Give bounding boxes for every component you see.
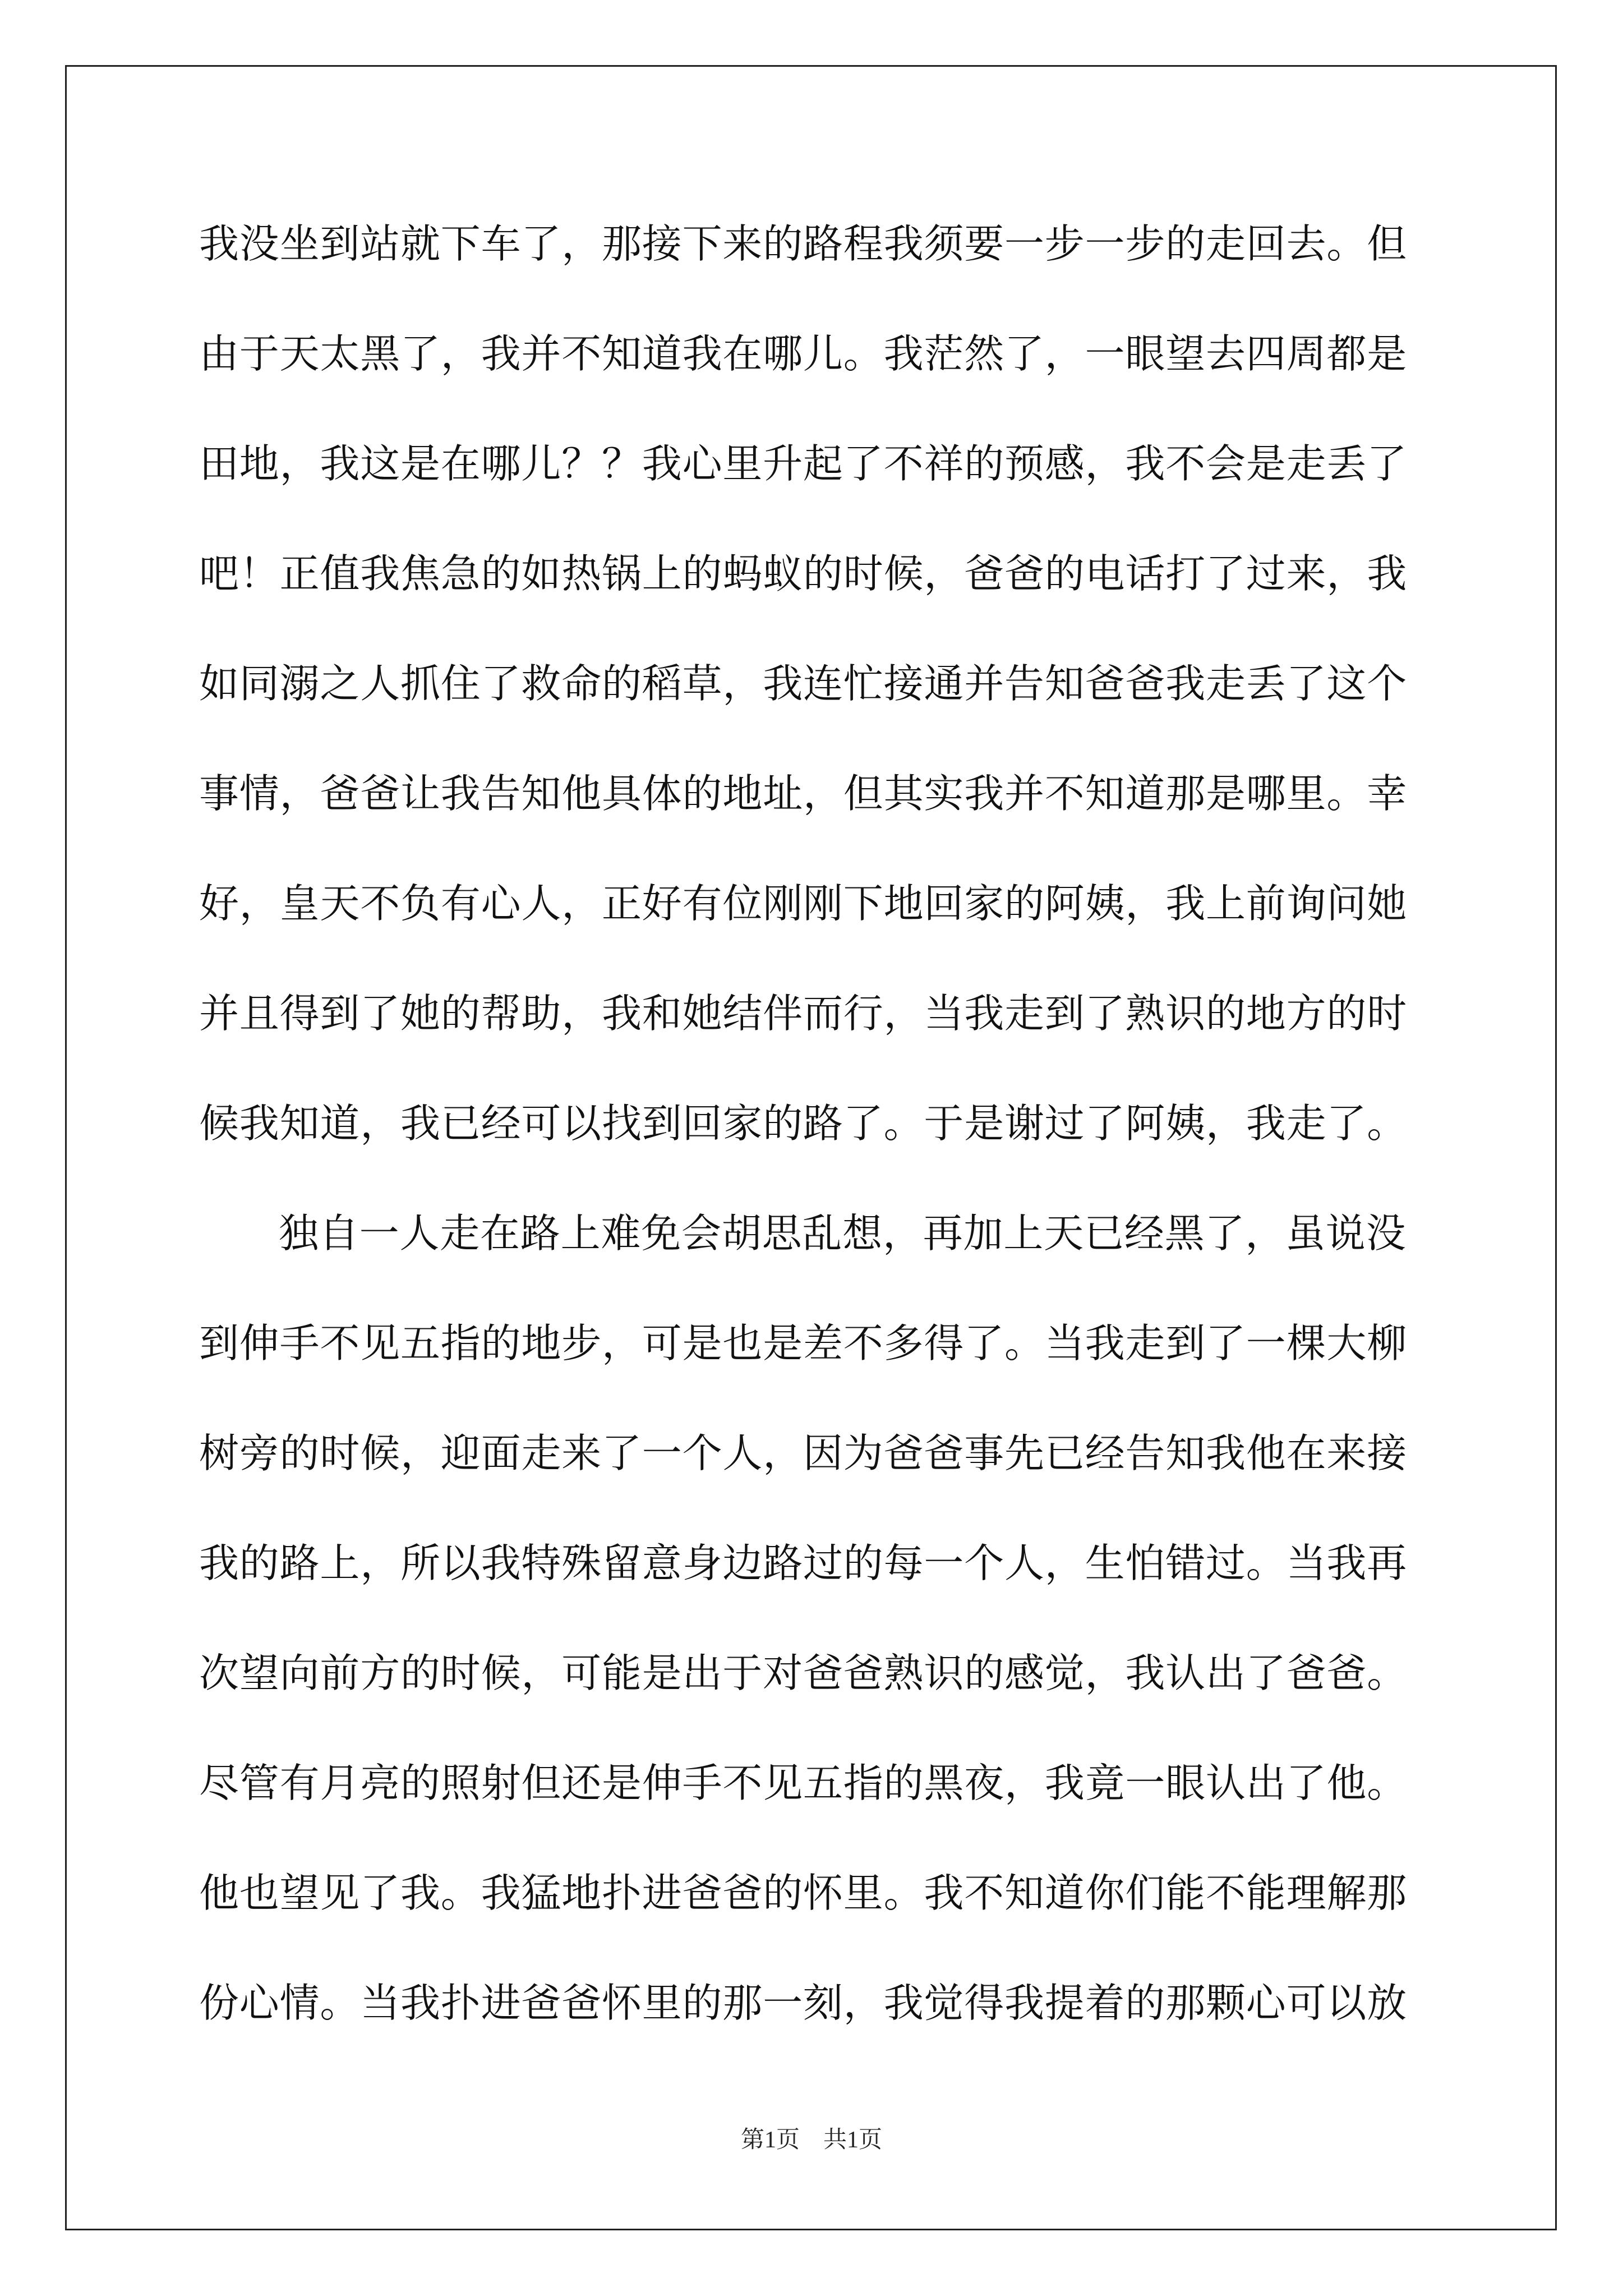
text-line: 他也望见了我。我猛地扑进爸爸的怀里。我不知道你们能不能理解那 [199,1870,1408,1916]
text-line: 好，皇天不负有心人，正好有位刚刚下地回家的阿姨，我上前询问她 [199,880,1408,927]
paragraph-start-line: 独自一人走在路上难免会胡思乱想，再加上天已经黑了，虽说没 [279,1210,1407,1257]
text-line: 如同溺之人抓住了救命的稻草，我连忙接通并告知爸爸我走丢了这个 [199,660,1408,707]
text-line: 到伸手不见五指的地步，可是也是差不多得了。当我走到了一棵大柳 [199,1320,1408,1366]
text-line: 候我知道，我已经可以找到回家的路了。于是谢过了阿姨，我走了。 [199,1100,1408,1147]
text-line: 吧！正值我焦急的如热锅上的蚂蚁的时候，爸爸的电话打了过来，我 [199,550,1408,597]
text-line: 份心情。当我扑进爸爸怀里的那一刻，我觉得我提着的那颗心可以放 [199,1980,1408,2026]
text-line: 事情，爸爸让我告知他具体的地址，但其实我并不知道那是哪里。幸 [199,770,1408,817]
text-line: 我的路上，所以我特殊留意身边路过的每一个人，生怕错过。当我再 [199,1540,1408,1586]
text-line: 并且得到了她的帮助，我和她结伴而行，当我走到了熟识的地方的时 [199,990,1408,1037]
text-line: 树旁的时候，迎面走来了一个人，因为爸爸事先已经告知我他在来接 [199,1430,1408,1476]
text-line: 田地，我这是在哪儿？？我心里升起了不祥的预感，我不会是走丢了 [199,440,1408,487]
text-line: 尽管有月亮的照射但还是伸手不见五指的黑夜，我竟一眼认出了他。 [199,1760,1408,1806]
text-line: 次望向前方的时候，可能是出于对爸爸熟识的感觉，我认出了爸爸。 [199,1650,1408,1696]
text-line: 由于天太黑了，我并不知道我在哪儿。我茫然了，一眼望去四周都是 [199,330,1408,377]
page-footer: 第1页 共1页 [740,2127,882,2153]
text-line: 我没坐到站就下车了，那接下来的路程我须要一步一步的走回去。但 [199,220,1408,267]
document-body [199,216,1433,2085]
